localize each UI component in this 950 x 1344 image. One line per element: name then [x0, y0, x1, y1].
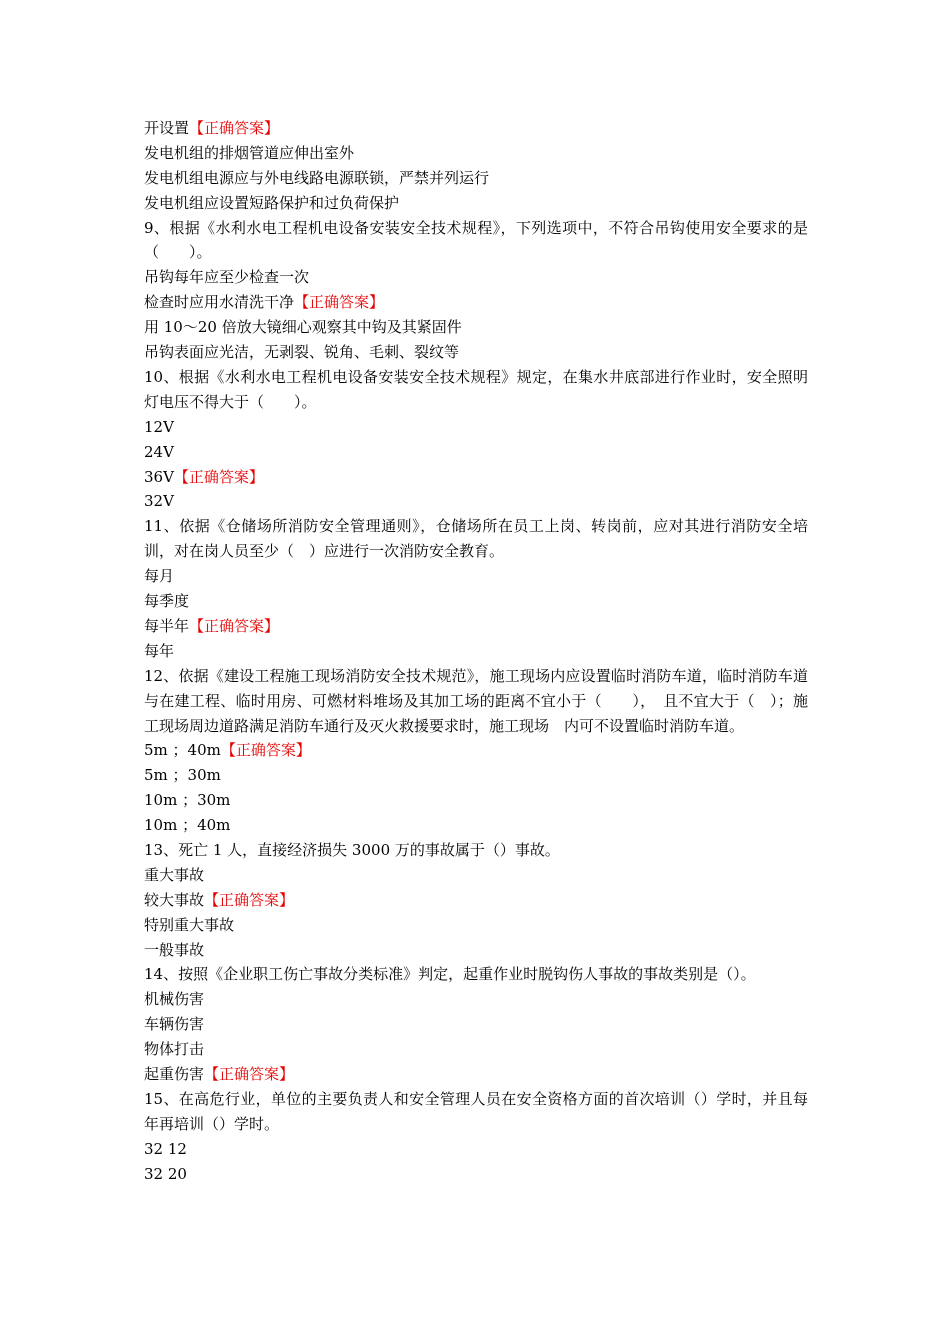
line-text: 11、依据《仓储场所消防安全管理通则》，仓储场所在员工上岗、转岗前，应对其进行消防安全培训，对在岗人员至少（ ）应进行一次消防安全教育。	[144, 517, 808, 561]
correct-answer-tag: 【正确答案】	[173, 467, 264, 486]
question-text	[144, 365, 808, 415]
correct-answer-tag: 【正确答案】	[204, 1065, 295, 1084]
question-text	[144, 962, 808, 987]
line-text: 特别重大事故	[144, 915, 235, 934]
option-text	[144, 564, 808, 589]
option-text	[144, 1012, 808, 1037]
line-text: 用 10～20 倍放大镜细心观察其中钩及其紧固件	[144, 318, 462, 337]
document-body	[144, 116, 808, 1187]
line-text: 检查时应用水清洗干净	[144, 293, 295, 312]
option-text	[144, 589, 808, 614]
line-text: 10m ；40m	[144, 816, 231, 835]
option-text	[144, 191, 808, 216]
line-text: 5m ；40m	[144, 741, 221, 760]
option-text	[144, 913, 808, 938]
line-text: 开设置	[144, 119, 190, 137]
option-text	[144, 489, 808, 514]
question-text	[144, 838, 808, 863]
line-text: 发电机组电源应与外电线路电源联锁，严禁并列运行	[144, 168, 490, 187]
correct-option	[144, 116, 808, 141]
line-text: 重大事故	[144, 865, 205, 884]
correct-answer-tag: 【正确答案】	[189, 119, 280, 137]
line-text: 36V	[144, 467, 174, 486]
line-text: 每月	[144, 567, 175, 586]
correct-option	[144, 290, 808, 315]
option-text	[144, 1162, 808, 1187]
option-text	[144, 1037, 808, 1062]
option-text	[144, 639, 808, 664]
line-text: 每季度	[144, 592, 190, 611]
option-text	[144, 1137, 808, 1162]
line-text: 14、按照《企业职工伤亡事故分类标准》判定，起重作业时脱钩伤人事故的事故类别是（）。	[144, 965, 756, 984]
correct-option	[144, 614, 808, 639]
line-text: 12V	[144, 417, 174, 436]
line-text: 32 12	[144, 1139, 187, 1158]
line-text: 24V	[144, 442, 174, 461]
line-text: 每年	[144, 641, 175, 660]
line-text: 10、根据《水利水电工程机电设备安装安全技术规程》规定，在集水井底部进行作业时，安全照明灯电压不得大于（ ）。	[144, 367, 808, 411]
line-text: 每半年	[144, 616, 190, 635]
line-text: 物体打击	[144, 1040, 205, 1059]
line-text: 机械伤害	[144, 990, 205, 1009]
line-text: 一般事故	[144, 940, 205, 959]
correct-option	[144, 888, 808, 913]
line-text: 发电机组的排烟管道应伸出室外	[144, 143, 355, 162]
option-text	[144, 440, 808, 465]
question-text	[144, 664, 808, 739]
line-text: 起重伤害	[144, 1065, 205, 1084]
option-text	[144, 415, 808, 440]
line-text: 吊钩每年应至少检查一次	[144, 268, 310, 287]
correct-option	[144, 465, 808, 490]
correct-answer-tag: 【正确答案】	[204, 890, 295, 909]
line-text: 9、根据《水利水电工程机电设备安装安全技术规程》，下列选项中，不符合吊钩使用安全要求的是（ ）。	[144, 218, 808, 262]
correct-option	[144, 738, 808, 763]
line-text: 吊钩表面应光洁，无剥裂、锐角、毛刺、裂纹等	[144, 343, 460, 362]
option-text	[144, 166, 808, 191]
line-text: 32V	[144, 492, 174, 511]
option-text	[144, 340, 808, 365]
correct-answer-tag: 【正确答案】	[220, 741, 311, 760]
question-text	[144, 1087, 808, 1137]
correct-option	[144, 1062, 808, 1087]
option-text	[144, 788, 808, 813]
line-text: 15、在高危行业，单位的主要负责人和安全管理人员在安全资格方面的首次培训（）学时，并且每年再培训（）学时。	[144, 1089, 808, 1133]
line-text: 32 20	[144, 1164, 187, 1183]
line-text: 10m ；30m	[144, 791, 231, 810]
line-text: 5m ；30m	[144, 766, 221, 785]
correct-answer-tag: 【正确答案】	[294, 293, 385, 312]
option-text	[144, 987, 808, 1012]
option-text	[144, 315, 808, 340]
option-text	[144, 863, 808, 888]
correct-answer-tag: 【正确答案】	[189, 616, 280, 635]
option-text	[144, 813, 808, 838]
line-text: 12、依据《建设工程施工现场消防安全技术规范》，施工现场内应设置临时消防车道，临时消防车道与在建工程、临时用房、可燃材料堆场及其加工场的距离不宜小于（ ）， 且不宜大于（ ）；施工现场周边道路满足消防车通行及灭火救援要求时，施工现场 内可不设置临时消防车道。	[144, 666, 808, 735]
line-text: 13、死亡 1 人，直接经济损失 3000 万的事故属于（）事故。	[144, 840, 560, 859]
line-text: 车辆伤害	[144, 1015, 205, 1034]
option-text	[144, 265, 808, 290]
line-text: 较大事故	[144, 890, 205, 909]
option-text	[144, 141, 808, 166]
question-text	[144, 514, 808, 564]
option-text	[144, 938, 808, 963]
question-text	[144, 216, 808, 266]
line-text: 发电机组应设置短路保护和过负荷保护	[144, 193, 400, 212]
option-text	[144, 763, 808, 788]
